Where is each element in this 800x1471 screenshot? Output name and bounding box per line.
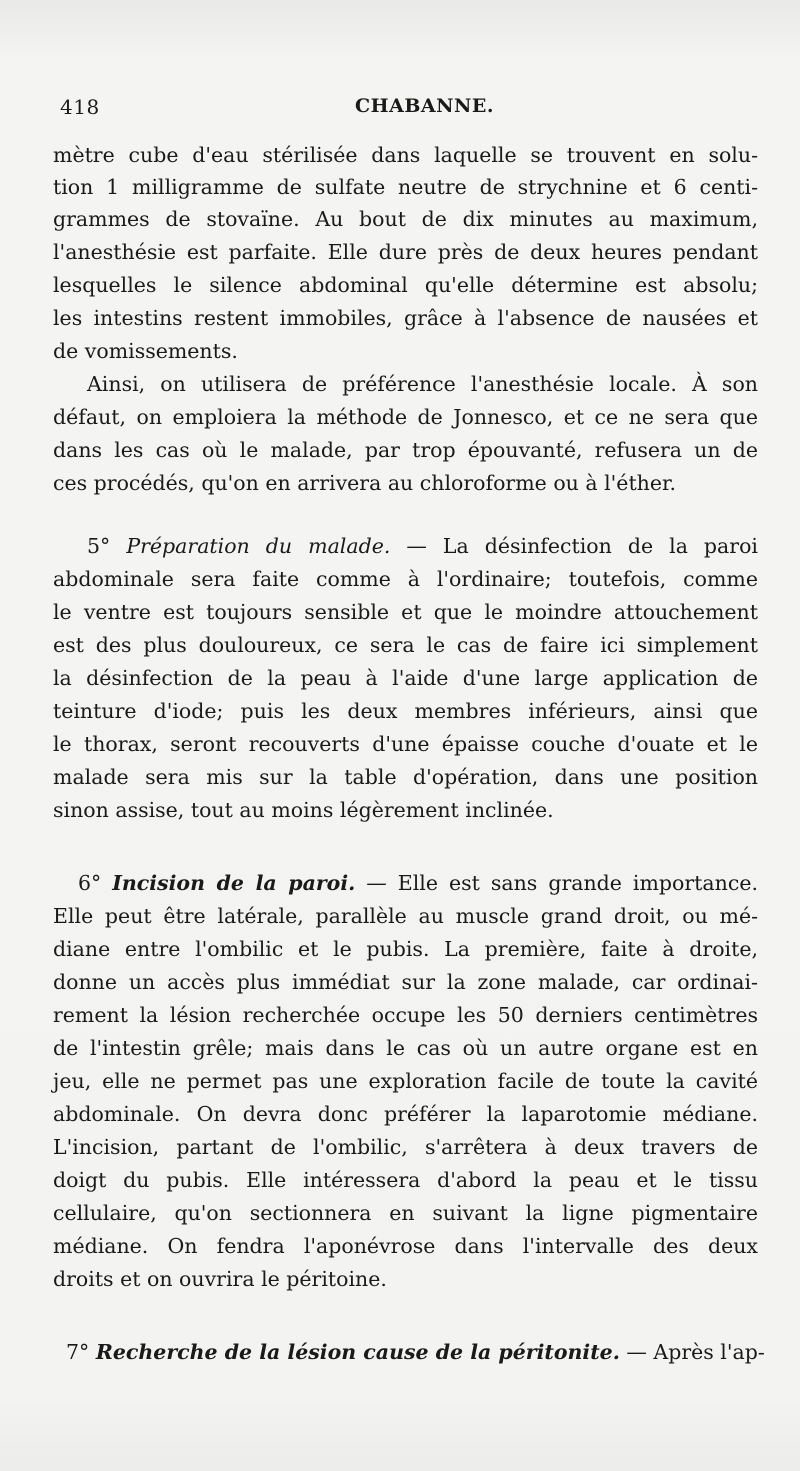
section-heading-line [87,531,758,561]
section-number: 5° [87,534,111,558]
text-line: doigt du pubis. Elle intéressera d'abord la peau et le tissu [53,1168,758,1192]
text-line: dans les cas où le malade, par trop épouvanté, refusera un de [53,438,758,462]
section-title: Préparation du malade. [126,534,391,558]
section-number: 6° [78,871,102,895]
section-heading-line [78,868,758,898]
page-number: 418 [60,95,100,119]
text-line: le ventre est toujours sensible et que le moindre attouchement [53,600,758,624]
text-line: de l'intestin grêle; mais dans le cas où un autre organe est en [53,1036,758,1060]
page-header [60,95,780,125]
section-title: Incision de la paroi. [112,871,356,895]
text-line: grammes de stovaïne. Au bout de dix minutes au maximum, [53,207,758,231]
text-line: donne un accès plus immédiat sur la zone malade, car ordinai- [53,970,758,994]
text-span: — Elle est sans grande importance. [366,871,758,895]
text-line: mètre cube d'eau stérilisée dans laquelle se trouvent en solu- [53,143,758,167]
text-line: l'anesthésie est parfaite. Elle dure près de deux heures pendant [53,240,758,264]
text-line: sinon assise, tout au moins légèrement inclinée. [53,798,554,822]
text-line: L'incision, partant de l'ombilic, s'arrêtera à deux travers de [53,1135,758,1159]
text-line: Elle peut être latérale, parallèle au muscle grand droit, ou mé- [53,904,758,928]
text-line: de vomissements. [53,339,238,363]
section-heading-line [66,1337,765,1367]
running-head: CHABANNE. [355,95,494,117]
text-line: défaut, on emploiera la méthode de Jonnesco, et ce ne sera que [53,405,758,429]
text-line: Ainsi, on utilisera de préférence l'anesthésie locale. À son [87,372,758,396]
text-span: — La désinfection de la paroi [406,534,758,558]
text-line: malade sera mis sur la table d'opération, dans une position [53,765,758,789]
text-line: médiane. On fendra l'aponévrose dans l'intervalle des deux [53,1234,758,1258]
text-line: abdominale sera faite comme à l'ordinaire; toutefois, comme [53,567,758,591]
text-line: diane entre l'ombilic et le pubis. La première, faite à droite, [53,937,758,961]
text-line: ces procédés, qu'on en arrivera au chloroforme ou à l'éther. [53,471,677,495]
section-title: Recherche de la lésion cause de la péritonite. [95,1340,620,1364]
text-line: abdominale. On devra donc préférer la laparotomie médiane. [53,1102,758,1126]
text-line: cellulaire, qu'on sectionnera en suivant la ligne pigmentaire [53,1201,758,1225]
text-line: rement la lésion recherchée occupe les 50 derniers centimètres [53,1003,758,1027]
text-line: les intestins restent immobiles, grâce à l'absence de nausées et [53,306,758,330]
text-line: est des plus douloureux, ce sera le cas de faire ici simplement [53,633,758,657]
section-number: 7° [66,1340,90,1364]
text-line: jeu, elle ne permet pas une exploration facile de toute la cavité [53,1069,758,1093]
text-span: — Après l'ap- [626,1340,765,1364]
text-line: tion 1 milligramme de sulfate neutre de strychnine et 6 centi- [53,175,758,199]
text-line: la désinfection de la peau à l'aide d'une large application de [53,666,758,690]
text-line: droits et on ouvrira le péritoine. [53,1267,387,1291]
text-line: lesquelles le silence abdominal qu'elle détermine est absolu; [53,273,758,297]
text-line: le thorax, seront recouverts d'une épaisse couche d'ouate et le [53,732,758,756]
text-line: teinture d'iode; puis les deux membres inférieurs, ainsi que [53,699,758,723]
